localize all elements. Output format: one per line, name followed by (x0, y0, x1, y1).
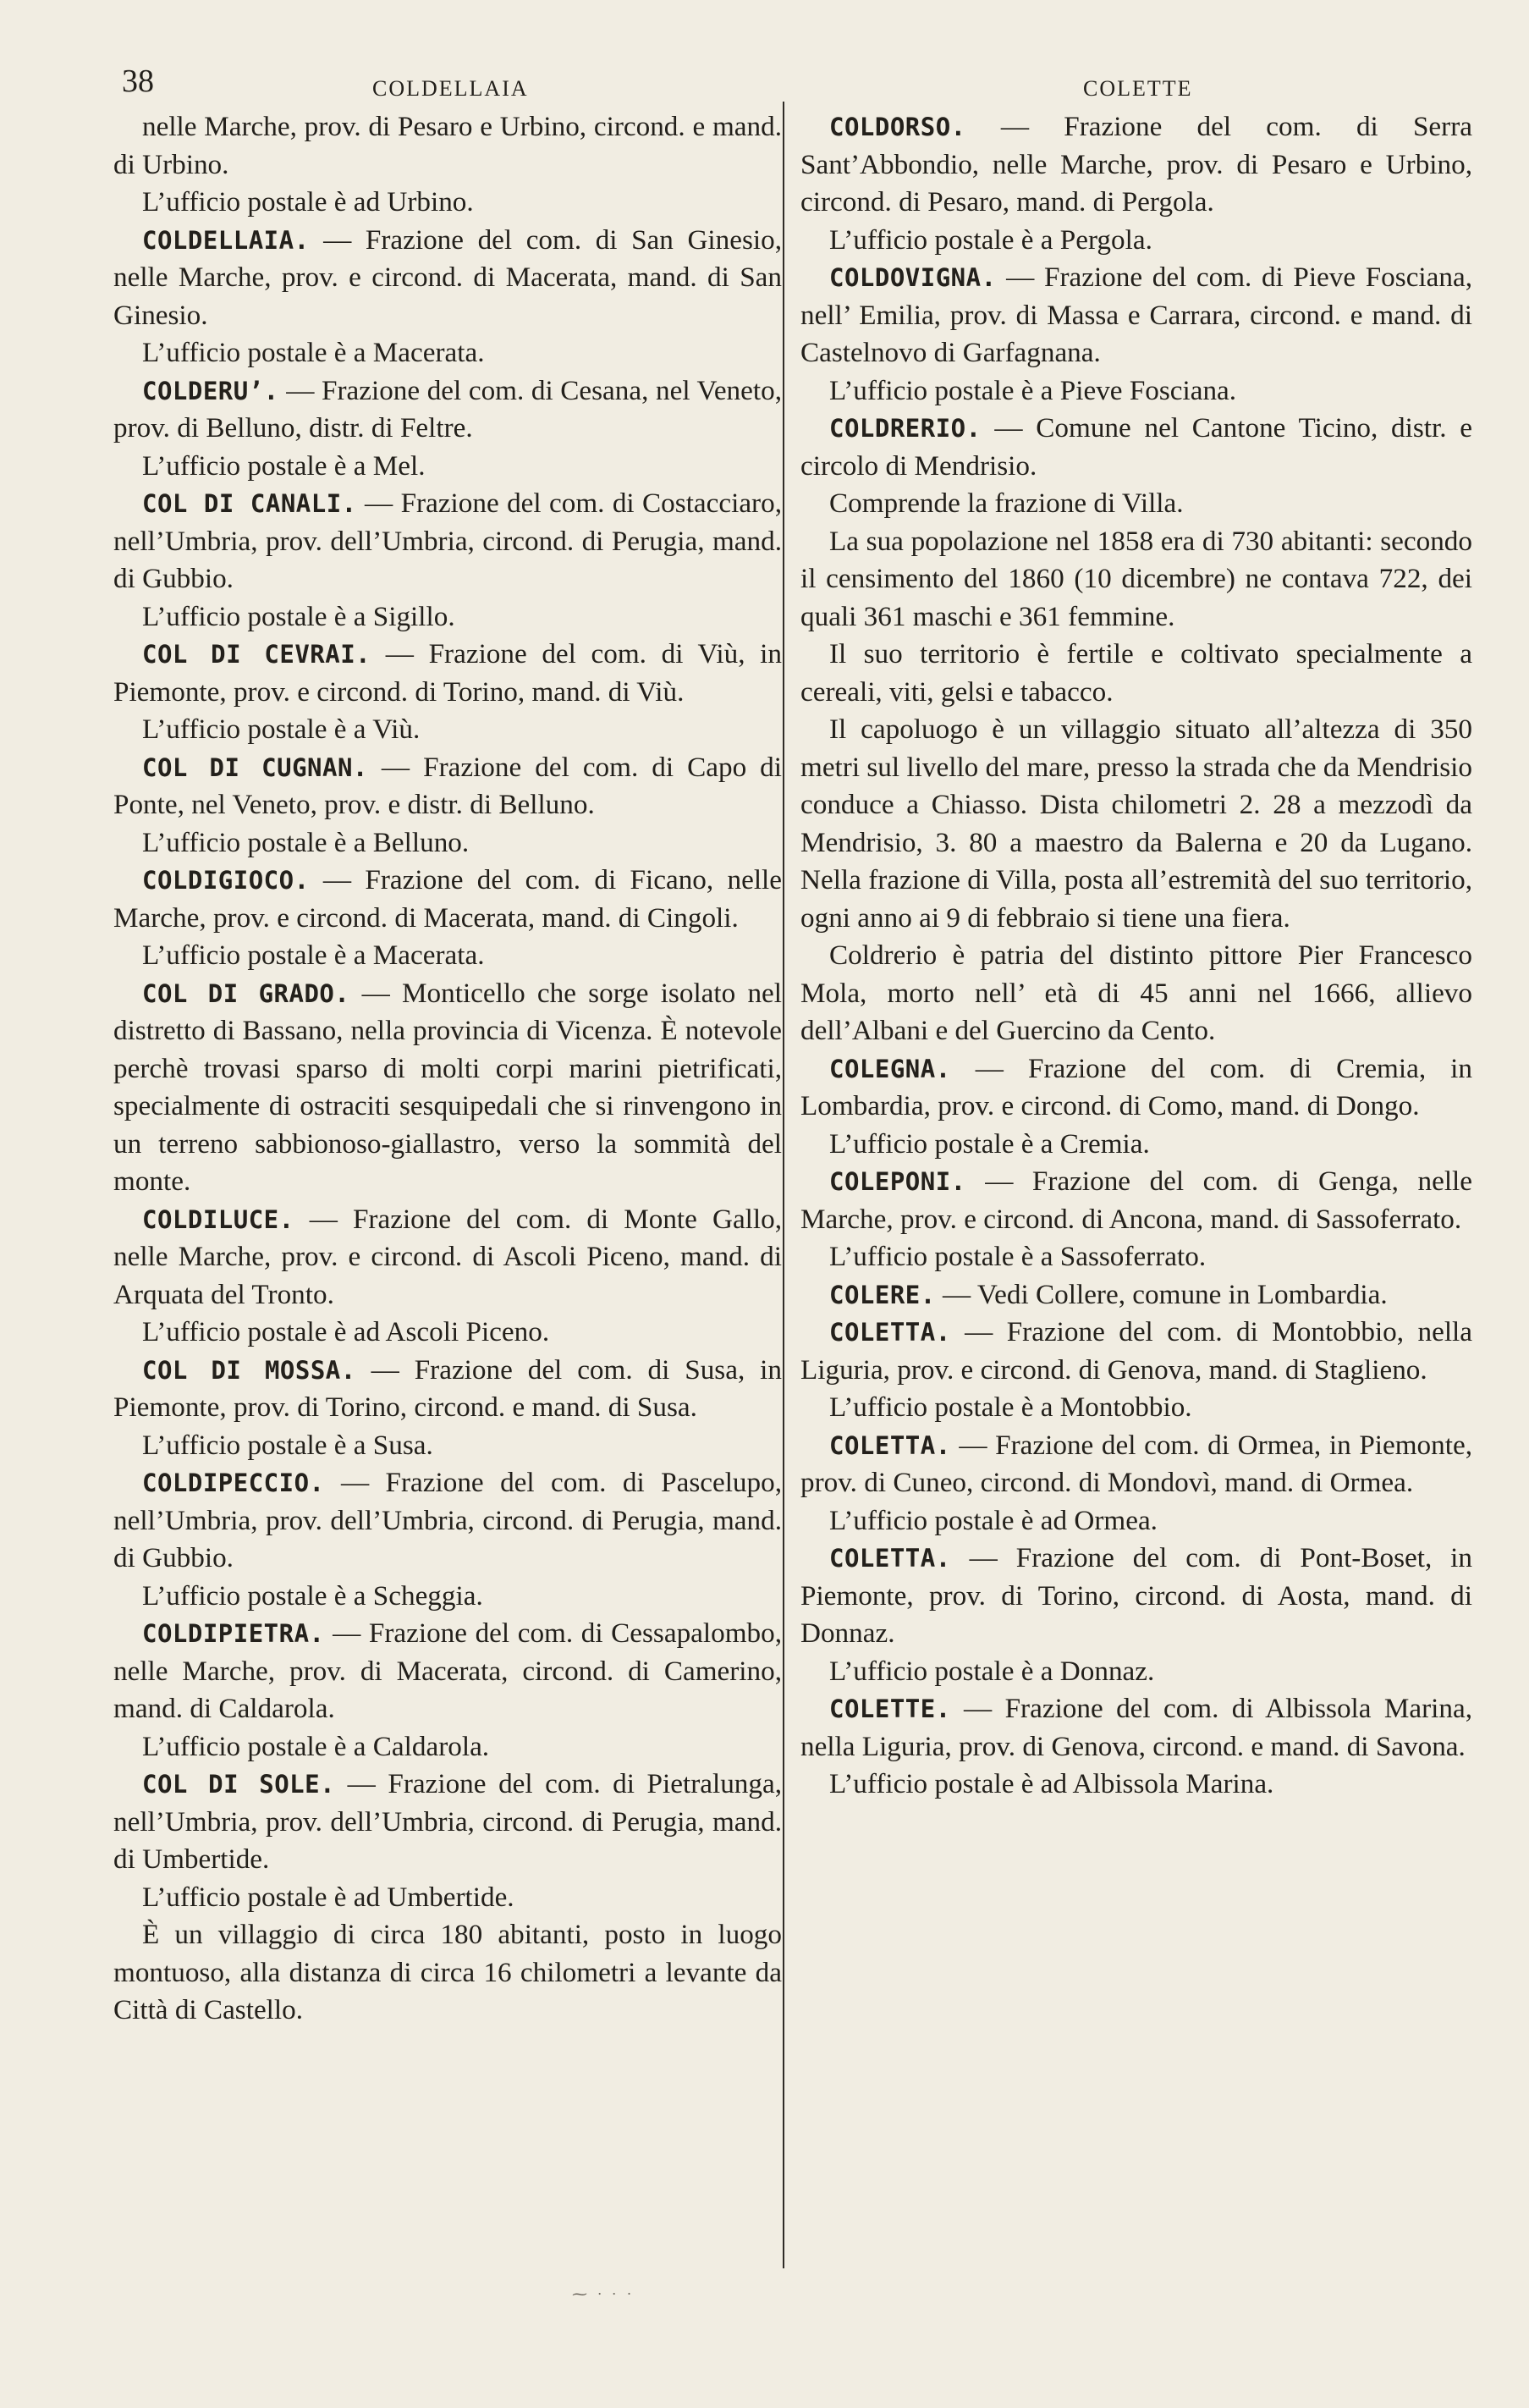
entry-paragraph (800, 523, 1472, 636)
entry-text: L’ufficio postale è a Cremia. (829, 1127, 1150, 1160)
entry-text: L’ufficio postale è a Sassoferrato. (829, 1241, 1207, 1272)
entry-headword: COLDILUCE. (142, 1204, 294, 1234)
entry-text: L’ufficio postale è a Sigillo. (142, 600, 455, 632)
entry-paragraph (800, 937, 1472, 1050)
dictionary-entry (800, 1276, 1472, 1314)
entry-paragraph (800, 372, 1472, 411)
dictionary-entry (800, 108, 1472, 222)
entry-text: L’ufficio postale è a Pieve Fosciana. (829, 374, 1237, 406)
entry-headword: COLERE. (829, 1280, 936, 1309)
entry-text: L’ufficio postale è ad Umbertide. (142, 1881, 514, 1913)
entry-text: — Frazione del com. di Costacciaro, nell’Umbria, prov. dell’Umbria, circond. di Perugia, mand. di Gubbio. (113, 488, 782, 594)
entry-text: Coldrerio è patria del distinto pittore Pier Francesco Mola, morto nell’ età di 45 anni nel 1666, allievo dell’Albani e del Guercino da Cento. (800, 940, 1472, 1046)
dictionary-entry (800, 259, 1472, 372)
entry-headword: COLDERU’. (142, 376, 279, 405)
entry-text: — Frazione del com. di Ficano, nelle Marche, prov. e circond. di Macerata, mand. di Cingoli. (113, 864, 782, 934)
entry-text: L’ufficio postale è a Caldarola. (142, 1730, 490, 1762)
entry-text: — Frazione del com. di Cessapalombo, nelle Marche, prov. di Macerata, circond. di Camerino, mand. di Caldarola. (113, 1617, 782, 1724)
entry-paragraph (800, 222, 1472, 260)
column-divider (783, 102, 784, 2268)
printer-ornament: ⁓ ∙ ∙ · (572, 2285, 635, 2302)
entry-paragraph (800, 485, 1472, 523)
entry-paragraph (113, 598, 782, 636)
entry-paragraph (800, 1126, 1472, 1164)
entry-text: L’ufficio postale è a Mel. (142, 449, 426, 482)
entry-text: È un villaggio di circa 180 abitanti, posto in luogo montuoso, alla distanza di circa 16 chilometri a levante da Città di Castello. (113, 1919, 782, 2025)
dictionary-entry (113, 749, 782, 824)
right-column (800, 108, 1472, 1804)
dictionary-entry (800, 1163, 1472, 1238)
entry-text: L’ufficio postale è a Macerata. (142, 337, 485, 368)
entry-text: L’ufficio postale è a Susa. (142, 1429, 433, 1461)
entry-headword: COL DI CANALI. (142, 489, 357, 518)
entry-text: — Frazione del com. di Genga, nelle Marche, prov. e circond. di Ancona, mand. di Sassoferrato. (800, 1165, 1472, 1235)
entry-text: L’ufficio postale è a Montobbio. (829, 1391, 1192, 1423)
entry-text: — Frazione del com. di Cremia, in Lombardia, prov. e circond. di Como, mand. di Dongo. (800, 1052, 1472, 1121)
entry-headword: COL DI CEVRAI. (142, 640, 371, 669)
entry-text: — Frazione del com. di Susa, in Piemonte, prov. di Torino, circond. e mand. di Susa. (113, 1353, 782, 1423)
dictionary-entry (113, 636, 782, 711)
entry-text: — Frazione del com. di Pascelupo, nell’Umbria, prov. dell’Umbria, circond. di Perugia, mand. di Gubbio. (113, 1467, 782, 1573)
entry-headword: COLETTA. (829, 1544, 951, 1573)
entry-text: — Frazione del com. di Ormea, in Piemonte, prov. di Cuneo, circond. di Mondovì, mand. di Ormea. (800, 1429, 1472, 1498)
entry-text: L’ufficio postale è a Scheggia. (142, 1579, 483, 1612)
entry-headword: COLDELLAIA. (142, 225, 310, 255)
dictionary-entry (800, 410, 1472, 485)
entry-text: — Frazione del com. di Pont-Boset, in Piemonte, prov. di Torino, circond. di Aosta, mand. di Donnaz. (800, 1542, 1472, 1649)
entry-text: — Frazione del com. di Serra Sant’Abbondio, nelle Marche, prov. di Pesaro e Urbino, circond. di Pesaro, mand. di Pergola. (800, 111, 1472, 218)
dictionary-entry (113, 1201, 782, 1314)
entry-text: — Vedi Collere, comune in Lombardia. (935, 1278, 1388, 1310)
dictionary-entry (800, 1427, 1472, 1502)
dictionary-entry (113, 222, 782, 335)
entry-paragraph (113, 937, 782, 975)
entry-paragraph (800, 711, 1472, 937)
entry-text: L’ufficio postale è ad Ormea. (829, 1504, 1158, 1536)
dictionary-entry (113, 1766, 782, 1879)
entry-headword: COLETTE. (829, 1694, 951, 1723)
entry-paragraph (113, 1427, 782, 1465)
entry-headword: COLDRERIO. (829, 414, 982, 443)
entry-headword: COL DI GRADO. (142, 978, 350, 1008)
entry-text: — Frazione del com. di Capo di Ponte, nel Veneto, prov. e distr. di Belluno. (113, 751, 782, 820)
running-head-right: COLETTE (1083, 76, 1193, 101)
entry-paragraph (113, 184, 782, 222)
entry-text: La sua popolazione nel 1858 era di 730 abitanti: secondo il censimento del 1860 (10 dicembre) ne contava 722, dei quali 361 maschi e 361 femmine. (800, 525, 1472, 632)
entry-paragraph (113, 711, 782, 749)
entry-text: — Frazione del com. di Montobbio, nella Liguria, prov. e circond. di Genova, mand. di Staglieno. (800, 1316, 1472, 1386)
entry-paragraph (800, 1766, 1472, 1804)
entry-text: L’ufficio postale è a Donnaz. (829, 1655, 1155, 1687)
entry-headword: COLETTA. (829, 1318, 951, 1347)
dictionary-entry (800, 1690, 1472, 1766)
entry-paragraph (800, 1653, 1472, 1691)
entry-text: Comprende la frazione di Villa. (829, 488, 1184, 519)
entry-paragraph (800, 636, 1472, 711)
entry-paragraph (113, 334, 782, 372)
entry-headword: COLEPONI. (829, 1167, 966, 1196)
entry-paragraph (113, 1728, 782, 1766)
entry-text: — Frazione del com. di Cesana, nel Veneto, prov. di Belluno, distr. di Feltre. (113, 374, 782, 444)
dictionary-entry (800, 1540, 1472, 1653)
entry-paragraph (800, 1238, 1472, 1276)
entry-headword: COLDIPIETRA. (142, 1619, 325, 1648)
dictionary-entry (800, 1050, 1472, 1126)
entry-paragraph (113, 1314, 782, 1352)
entry-headword: COLDIGIOCO. (142, 866, 310, 895)
entry-paragraph (113, 1578, 782, 1616)
entry-paragraph (113, 1916, 782, 2030)
entry-text: — Frazione del com. di Albissola Marina, nella Liguria, prov. di Genova, circond. e mand. di Savona. (800, 1693, 1472, 1762)
entry-text: L’ufficio postale è ad Albissola Marina. (829, 1768, 1274, 1799)
entry-text: — Frazione del com. di Pieve Fosciana, nell’ Emilia, prov. di Massa e Carrara, circond. e mand. di Castelnovo di Garfagnana. (800, 262, 1472, 368)
entry-text: L’ufficio postale è a Macerata. (142, 940, 485, 971)
entry-text: L’ufficio postale è a Pergola. (829, 223, 1152, 256)
dictionary-entry (113, 975, 782, 1201)
entry-text: L’ufficio postale è ad Ascoli Piceno. (142, 1316, 550, 1347)
entry-text: L’ufficio postale è a Viù. (142, 714, 421, 745)
entry-paragraph (113, 448, 782, 486)
entry-text: — Frazione del com. di Monte Gallo, nelle Marche, prov. e circond. di Ascoli Piceno, mand. di Arquata del Tronto. (113, 1203, 782, 1310)
entry-text: L’ufficio postale è a Belluno. (142, 826, 470, 858)
entry-paragraph (113, 824, 782, 862)
entry-text: Il capoluogo è un villaggio situato all’altezza di 350 metri sul livello del mare, presso la strada che da Mendrisio conduce a Chiasso. Dista chilometri 2. 28 a mezzodì da Mendrisio, 3. 80 a maestro da Balerna e 20 da Lugano. Nella frazione di Villa, posta all’estremità del suo territorio, ogni anno ai 9 di febbraio si tiene una fiera. (800, 714, 1472, 934)
entry-headword: COL DI SOLE. (142, 1770, 336, 1799)
dictionary-entry (113, 1352, 782, 1427)
dictionary-entry (113, 485, 782, 598)
dictionary-entry (113, 1615, 782, 1728)
entry-headword: COL DI MOSSA. (142, 1355, 356, 1385)
entry-text: — Frazione del com. di Pietralunga, nell’Umbria, prov. dell’Umbria, circond. di Perugia, mand. di Umbertide. (113, 1768, 783, 1875)
page-number: 38 (122, 63, 154, 99)
entry-headword: COLDORSO. (829, 113, 966, 141)
entry-text: Il suo territorio è fertile e coltivato specialmente a cereali, viti, gelsi e tabacco. (800, 638, 1472, 708)
entry-headword: COLEGNA. (829, 1054, 951, 1083)
entry-headword: COLDIPECCIO. (142, 1468, 325, 1497)
entry-text: — Frazione del com. di Viù, in Piemonte, prov. e circond. di Torino, mand. di Viù. (113, 638, 782, 708)
entry-paragraph (113, 1879, 782, 1917)
entry-headword: COLETTA. (829, 1430, 951, 1460)
running-head-left: COLDELLAIA (372, 76, 529, 101)
entry-text: nelle Marche, prov. di Pesaro e Urbino, circond. e mand. di Urbino. (113, 111, 782, 180)
left-column (113, 108, 782, 2030)
entry-text: — Monticello che sorge isolato nel distretto di Bassano, nella provincia di Vicenza. È notevole perchè trovasi sparso di molti corpi marini pietrificati, specialmente di ostraciti sesquipedali che si rinvengono in un terreno sabbionoso-giallastro, verso la sommità del monte. (113, 977, 782, 1197)
entry-paragraph (800, 1389, 1472, 1427)
dictionary-entry (113, 1464, 782, 1578)
entry-paragraph (113, 108, 782, 184)
dictionary-entry (113, 862, 782, 937)
entry-text: — Comune nel Cantone Ticino, distr. e circolo di Mendrisio. (800, 412, 1472, 482)
entry-headword: COLDOVIGNA. (829, 263, 997, 292)
entry-paragraph (800, 1502, 1472, 1540)
dictionary-entry (113, 372, 782, 448)
entry-text: — Frazione del com. di San Ginesio, nelle Marche, prov. e circond. di Macerata, mand. di San Ginesio. (113, 223, 782, 331)
entry-headword: COL DI CUGNAN. (142, 752, 368, 782)
dictionary-entry (800, 1314, 1472, 1389)
entry-text: L’ufficio postale è ad Urbino. (142, 186, 474, 218)
